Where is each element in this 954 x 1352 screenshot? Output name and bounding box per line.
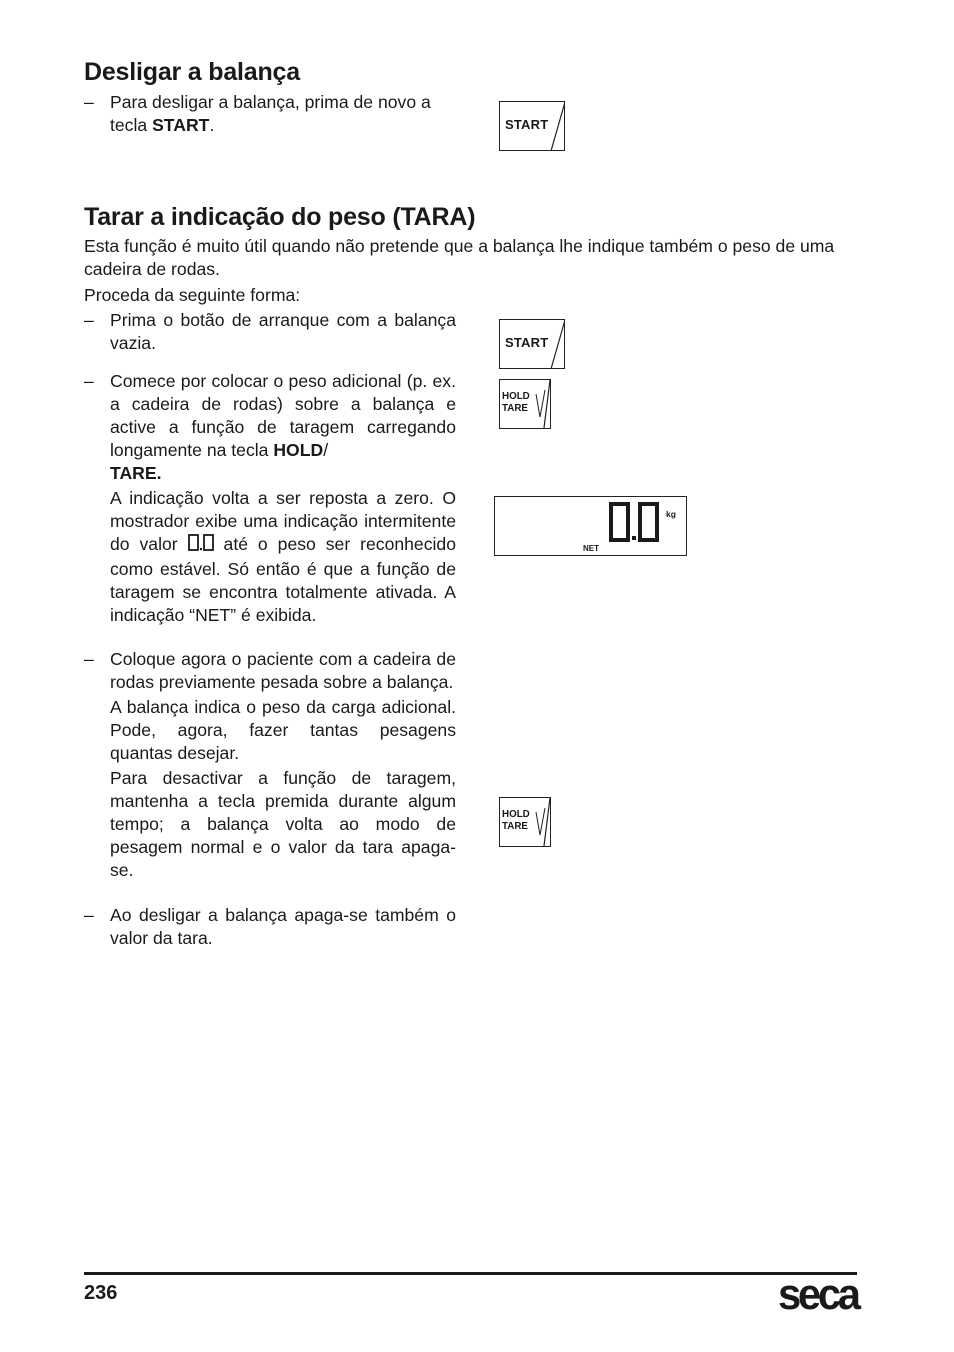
- list-item-text: Prima o botão de arranque com a balança vazia.: [110, 310, 456, 353]
- paragraph: A balança indica o peso da carga adicional. Pode, agora, fazer tantas pesagens quantas desejar.: [110, 697, 456, 763]
- section-heading-switch-off: Desligar a balança: [84, 58, 300, 86]
- list-item: [84, 904, 456, 950]
- hold-tare-key-label: HOLD TARE: [502, 809, 530, 832]
- display-unit: kg: [666, 509, 676, 519]
- display-value-icon: [605, 501, 665, 543]
- brand-logo: seca: [778, 1270, 858, 1319]
- hold-key-marker-icon: [500, 798, 551, 847]
- footer-rule: [84, 1272, 857, 1275]
- list-item-text: Ao desligar a balança apaga-se também o valor da tara.: [110, 905, 456, 948]
- list-dash: –: [84, 905, 94, 925]
- list-item: [84, 370, 456, 627]
- hold-key-marker-icon: [500, 380, 551, 429]
- key-bevel-icon: [500, 320, 565, 369]
- start-key-icon: [499, 319, 565, 369]
- list-item-text: Coloque agora o paciente com a cadeira de rodas previamente pesada sobre a balança.: [110, 649, 456, 692]
- paragraph: Para desactivar a função de taragem, mantenha a tecla premida durante algum tempo; a balança volta ao modo de pesagem normal e o valor da tara apaga-se.: [110, 768, 456, 880]
- list-item: [84, 309, 456, 355]
- display-net-label: NET: [583, 544, 599, 553]
- hold-tare-key-label: HOLD TARE: [502, 391, 530, 414]
- inline-zero-display-icon: [188, 534, 214, 558]
- list-item-text: Comece por colocar o peso adicional (p. ex. a cadeira de rodas) sobre a balança e active a função de taragem carregando longamente na tecla HOLD/ TARE.: [110, 371, 456, 483]
- proceed-text: Proceda da seguinte forma:: [84, 285, 301, 305]
- page-number: 236: [84, 1282, 118, 1304]
- list-item: [84, 648, 456, 882]
- paragraph: A indicação volta a ser reposta a zero. O mostrador exibe uma indicação intermitente do valor até o peso ser reconhecido como estável. Só então é que a função de taragem se encontra totalmente ativada. A indicação “NET” é exibida.: [110, 488, 456, 625]
- start-key-icon: [499, 101, 565, 151]
- weight-display: [494, 496, 687, 556]
- list-item: [84, 91, 456, 137]
- section-heading-tare: Tarar a indicação do peso (TARA): [84, 203, 476, 231]
- start-key-label: START: [505, 335, 549, 350]
- hold-tare-key-icon: [499, 797, 551, 847]
- list-item-text: Para desligar a balança, prima de novo a tecla START.: [110, 92, 431, 135]
- intro-paragraph: Esta função é muito útil quando não pretende que a balança lhe indique também o peso de uma cadeira de rodas.: [84, 236, 835, 279]
- key-bevel-icon: [500, 102, 565, 151]
- list-dash: –: [84, 649, 94, 669]
- list-dash: –: [84, 310, 94, 330]
- list-dash: –: [84, 92, 94, 112]
- list-dash: –: [84, 371, 94, 391]
- start-key-label: START: [505, 117, 549, 132]
- hold-tare-key-icon: [499, 379, 551, 429]
